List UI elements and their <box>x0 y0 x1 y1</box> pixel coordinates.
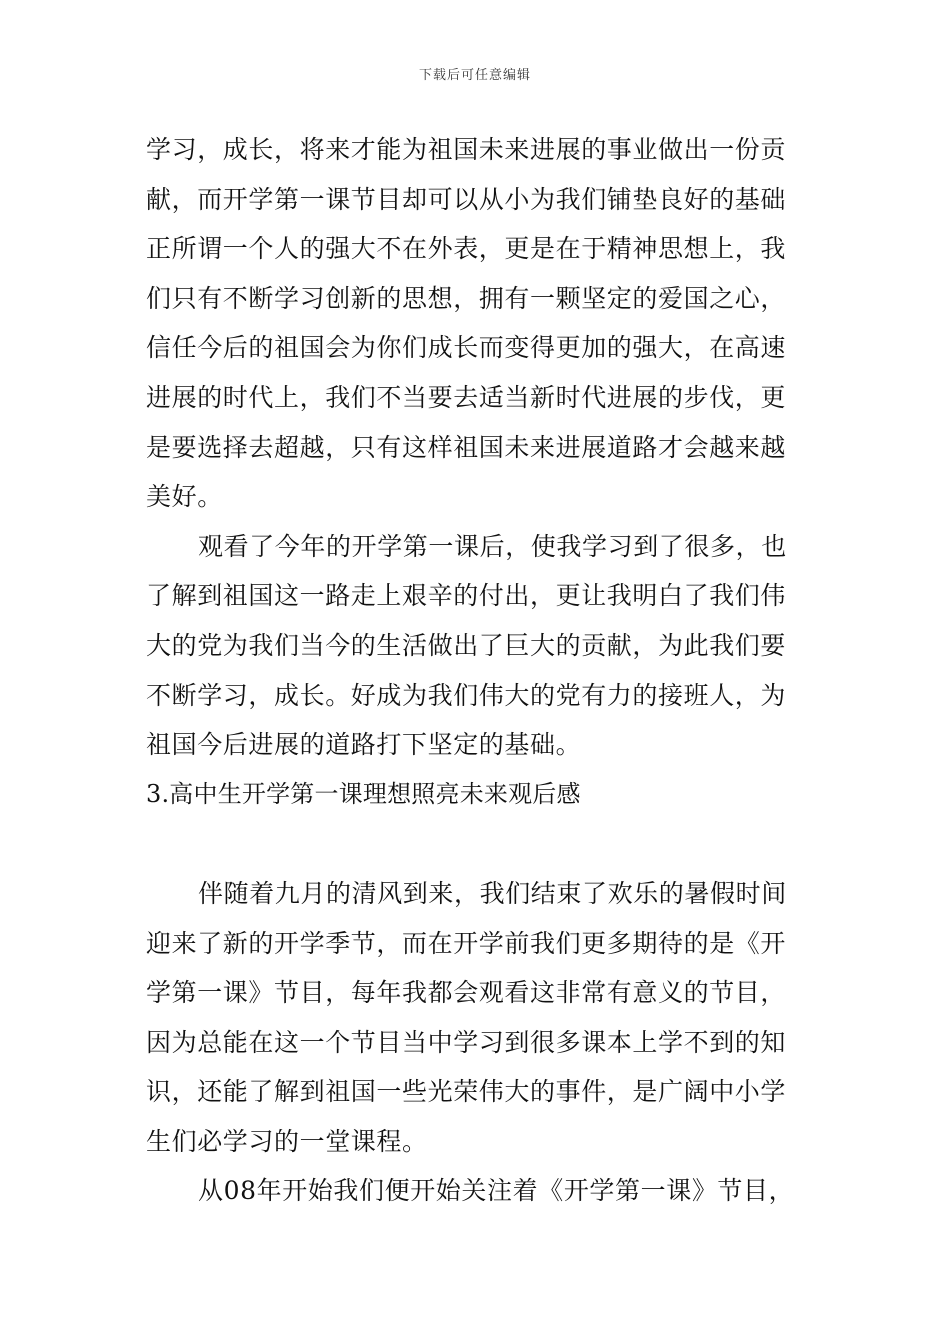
paragraph-start-line: 伴随着九月的清风到来，我们结束了欢乐的暑假时间 <box>198 878 787 908</box>
text-line: 不断学习，成长。好成为我们伟大的党有力的接班人，为 <box>146 680 787 710</box>
text-line: 是要选择去超越，只有这样祖国未来进展道路才会越来越 <box>146 432 787 462</box>
section-heading: 3.高中生开学第一课理想照亮未来观后感 <box>146 779 581 808</box>
text-line: 学习，成长，将来才能为祖国未来进展的事业做出一份贡 <box>146 135 787 164</box>
blank-line <box>146 819 806 869</box>
text-line: 信任今后的祖国会为你们成长而变得更加的强大，在高速 <box>146 333 787 363</box>
paragraph-start-line: 从08年开始我们便开始关注着《开学第一课》节目， <box>198 1176 795 1206</box>
text-line: 正所谓一个人的强大不在外表，更是在于精神思想上，我 <box>146 234 787 264</box>
text-line: 进展的时代上，我们不当要去适当新时代进展的步伐，更 <box>146 382 787 412</box>
body-text <box>146 125 806 1216</box>
text-line: 因为总能在这一个节目当中学习到很多课本上学不到的知 <box>146 1027 787 1057</box>
text-line: 迎来了新的开学季节，而在开学前我们更多期待的是《开 <box>146 928 787 958</box>
text-line: 们只有不断学习创新的思想，拥有一颗坚定的爱国之心， <box>146 283 787 313</box>
text-line: 美好。 <box>146 482 223 512</box>
paragraph-start-line: 观看了今年的开学第一课后，使我学习到了很多，也 <box>198 531 787 561</box>
text-line: 大的党为我们当今的生活做出了巨大的贡献，为此我们要 <box>146 630 787 660</box>
text-line: 识，还能了解到祖国一些光荣伟大的事件，是广阔中小学 <box>146 1077 787 1107</box>
text-line: 生们必学习的一堂课程。 <box>146 1126 428 1156</box>
text-line: 祖国今后进展的道路打下坚定的基础。 <box>146 730 582 760</box>
text-line: 献，而开学第一课节目却可以从小为我们铺垫良好的基础 <box>146 184 787 214</box>
header-note: 下载后可任意编辑 <box>418 68 531 83</box>
text-line: 学第一课》节目，每年我都会观看这非常有意义的节目， <box>146 978 787 1008</box>
text-line: 了解到祖国这一路走上艰辛的付出，更让我明白了我们伟 <box>146 581 787 611</box>
